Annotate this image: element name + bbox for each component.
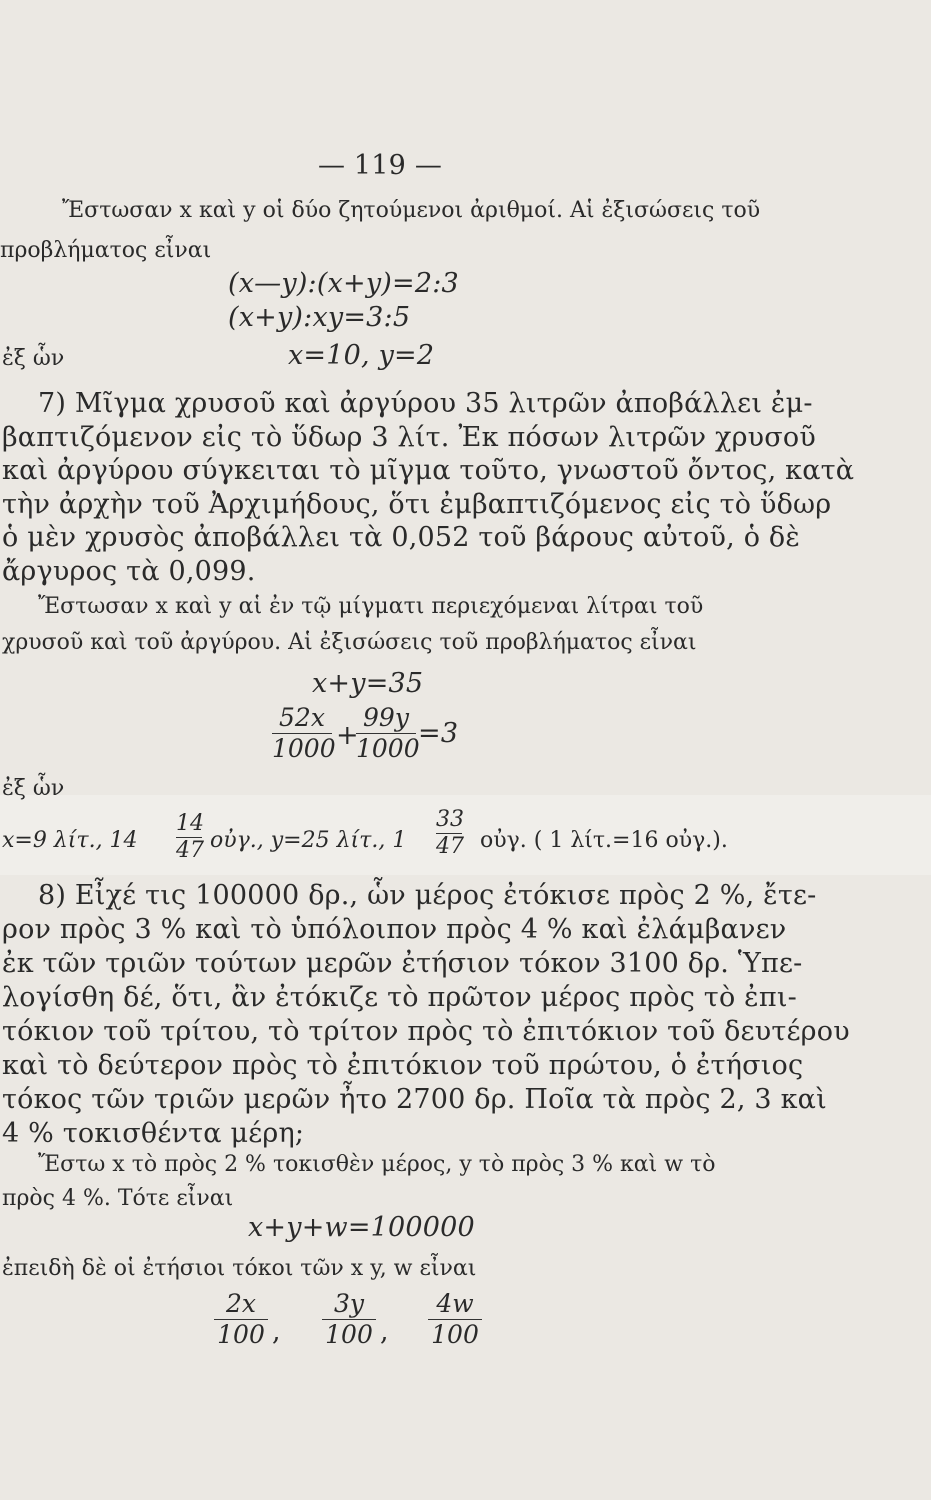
fraction-52x: 52x 1000 [272, 703, 336, 763]
fraction-33-47: 33 47 [436, 807, 464, 859]
equation-1c: x=10, y=2 [288, 340, 435, 371]
fraction-3y-100: 3y 100 [322, 1290, 376, 1349]
fraction-99y: 99y 1000 [356, 703, 420, 763]
equation-8: x+y+w=100000 [248, 1212, 475, 1243]
problem-8-line-5: τόκιον τοῦ τρίτου, τὸ τρίτον πρὸς τὸ ἐπιτόκιον τοῦ δευτέρου [2, 1016, 850, 1047]
highlight-band [0, 795, 931, 875]
plus-sign: + [336, 720, 359, 751]
equation-1b: (x+y):xy=3:5 [228, 302, 411, 333]
equals-3: =3 [418, 718, 459, 749]
problem-8-line-3: ἐκ τῶν τριῶν τούτων μερῶν ἐτήσιον τόκον 3100 δρ. Ὑπε- [2, 948, 803, 979]
problem-8-line-6: καὶ τὸ δεύτερον πρὸς τὸ ἐπιτόκιον τοῦ πρώτου, ὁ ἐτήσιος [2, 1050, 804, 1081]
problem-7-line-2: βαπτιζόμενον εἰς τὸ ὕδωρ 3 λίτ. Ἐκ πόσων λιτρῶν χρυσοῦ [2, 422, 816, 453]
solution-7-line-1: Ἔστωσαν x καὶ y αἱ ἐν τῷ μίγματι περιεχόμεναι λίτραι τοῦ [38, 594, 704, 619]
intro-line-2: προβλήματος εἶναι [0, 238, 212, 263]
result-tail: οὐγ. ( 1 λίτ.=16 οὐγ.). [480, 828, 728, 853]
problem-7-line-3: καὶ ἀργύρου σύγκειται τὸ μῖγμα τοῦτο, γνωστοῦ ὄντος, κατὰ [2, 455, 855, 486]
intro-line-1: Ἔστωσαν x καὶ y οἱ δύο ζητούμενοι ἀριθμοί. Αἱ ἐξισώσεις τοῦ [62, 198, 761, 223]
equation-1a: (x—y):(x+y)=2:3 [228, 268, 459, 299]
solution-8-line-1: Ἔστω x τὸ πρὸς 2 % τοκισθὲν μέρος, y τὸ πρὸς 3 % καὶ w τὸ [38, 1152, 716, 1177]
solution-8-line-2: πρὸς 4 %. Τότε εἶναι [2, 1186, 234, 1211]
problem-8-line-4: λογίσθη δέ, ὅτι, ἂν ἐτόκιζε τὸ πρῶτον μέρος πρὸς τὸ ἐπι- [2, 982, 797, 1013]
problem-7-line-5: ὁ μὲν χρυσὸς ἀποβάλλει τὰ 0,052 τοῦ βάρους αὐτοῦ, ὁ δὲ [2, 522, 801, 553]
problem-8-line-1: 8) Εἶχέ τις 100000 δρ., ὧν μέρος ἐτόκισε πρὸς 2 %, ἔτε- [38, 880, 817, 911]
fraction-4w-100: 4w 100 [428, 1290, 482, 1349]
problem-8-line-7: τόκος τῶν τριῶν μερῶν ἦτο 2700 δρ. Ποῖα τὰ πρὸς 2, 3 καὶ [2, 1084, 827, 1115]
ex-on-label: ἐξ ὧν [2, 346, 65, 371]
problem-7-line-4: τὴν ἀρχὴν τοῦ Ἀρχιμήδους, ὅτι ἐμβαπτιζόμενος εἰς τὸ ὕδωρ [2, 489, 832, 520]
solution-8-line-3: ἐπειδὴ δὲ οἱ ἐτήσιοι τόκοι τῶν x y, w εἶναι [2, 1256, 477, 1281]
page-number: — 119 — [317, 150, 443, 181]
fraction-14-47: 14 47 [176, 811, 204, 863]
result-x: x=9 λίτ., 14 [2, 828, 138, 853]
result-y: οὐγ., y=25 λίτ., 1 [210, 828, 407, 853]
problem-8-line-8: 4 % τοκισθέντα μέρη; [2, 1118, 305, 1149]
problem-7-line-6: ἄργυρος τὰ 0,099. [2, 556, 256, 587]
comma-2: , [380, 1316, 389, 1347]
solution-7-line-2: χρυσοῦ καὶ τοῦ ἀργύρου. Αἱ ἐξισώσεις τοῦ προβλήματος εἶναι [2, 630, 697, 655]
equation-7a: x+y=35 [312, 668, 424, 699]
problem-8-line-2: ρον πρὸς 3 % καὶ τὸ ὑπόλοιπον πρὸς 4 % καὶ ἐλάμβανεν [2, 914, 787, 945]
ex-on-label-2: ἐξ ὧν [2, 776, 65, 801]
problem-7-line-1: 7) Μῖγμα χρυσοῦ καὶ ἀργύρου 35 λιτρῶν ἀποβάλλει ἐμ- [38, 388, 813, 419]
comma-1: , [272, 1316, 281, 1347]
fraction-2x-100: 2x 100 [214, 1290, 268, 1349]
